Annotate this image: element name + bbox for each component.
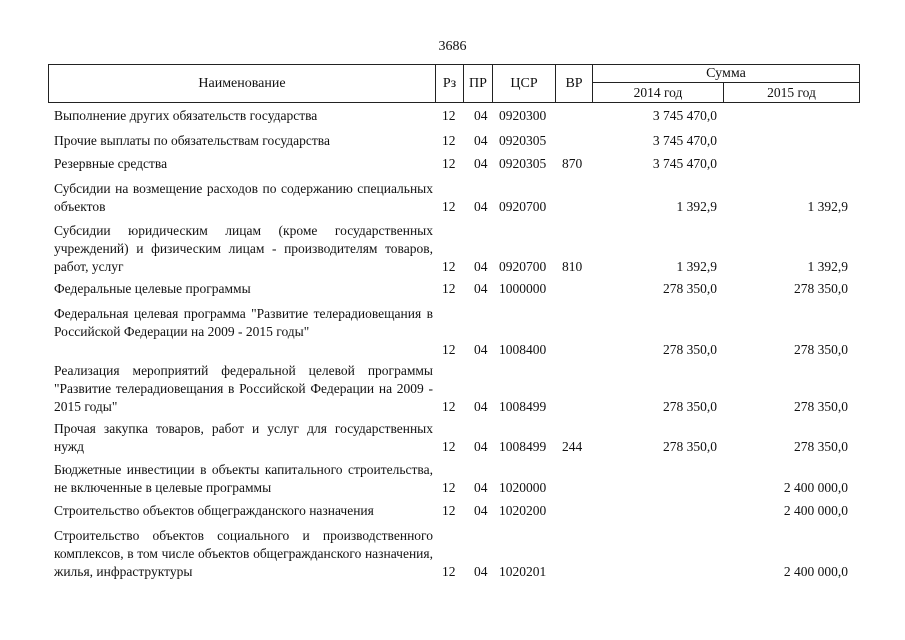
row-pr: 04 <box>474 503 488 518</box>
row-csr: 0920305 <box>499 156 547 171</box>
row-name: Прочие выплаты по обязательствам государства <box>54 133 330 148</box>
row-pr: 04 <box>474 156 488 171</box>
row-rz: 12 <box>442 564 456 579</box>
row-name: Прочая закупка товаров, работ и услуг для государственных нужд <box>54 421 433 454</box>
row-sum-2015: 278 350,0 <box>794 342 848 357</box>
row-csr: 1020000 <box>499 480 547 495</box>
row-name: Резервные средства <box>54 156 168 171</box>
header-csr: ЦСР <box>493 65 556 102</box>
row-pr: 04 <box>474 281 488 296</box>
row-pr: 04 <box>474 199 488 214</box>
row-sum-2015: 2 400 000,0 <box>783 564 848 579</box>
table-header <box>48 64 860 103</box>
header-name: Наименование <box>49 65 436 102</box>
row-pr: 04 <box>474 108 488 123</box>
row-rz: 12 <box>442 108 456 123</box>
row-sum-2015: 278 350,0 <box>794 399 848 414</box>
header-year-2015: 2015 год <box>767 85 816 100</box>
row-pr: 04 <box>474 480 488 495</box>
row-rz: 12 <box>442 480 456 495</box>
row-sum-2015: 1 392,9 <box>807 259 848 274</box>
header-year-2014: 2014 год <box>593 83 724 102</box>
row-csr: 1020201 <box>499 564 547 579</box>
row-rz: 12 <box>442 439 456 454</box>
row-sum-2014: 278 350,0 <box>663 342 717 357</box>
row-csr: 1000000 <box>499 281 547 296</box>
row-name: Строительство объектов социального и производственного комплексов, в том числе объектов общегражданского назначения, жилья, инфраструктуры <box>54 528 433 579</box>
row-pr: 04 <box>474 399 488 414</box>
row-pr: 04 <box>474 564 488 579</box>
header-rz: Рз <box>436 65 464 102</box>
row-sum-2014: 3 745 470,0 <box>652 133 717 148</box>
row-pr: 04 <box>474 439 488 454</box>
row-rz: 12 <box>442 399 456 414</box>
row-csr: 0920700 <box>499 259 547 274</box>
row-name: Субсидии на возмещение расходов по содержанию специальных объектов <box>54 181 433 214</box>
row-rz: 12 <box>442 199 456 214</box>
page-number: 3686 <box>438 39 467 54</box>
row-rz: 12 <box>442 503 456 518</box>
row-sum-2014: 278 350,0 <box>663 281 717 296</box>
row-sum-2015: 2 400 000,0 <box>783 480 848 495</box>
row-rz: 12 <box>442 342 456 357</box>
row-csr: 1008499 <box>499 399 547 414</box>
row-pr: 04 <box>474 342 488 357</box>
row-vr: 244 <box>562 439 583 454</box>
header-sum-group <box>593 65 859 102</box>
row-csr: 1020200 <box>499 503 547 518</box>
row-sum-2014: 1 392,9 <box>676 259 717 274</box>
row-sum-2015: 278 350,0 <box>794 439 848 454</box>
row-name: Строительство объектов общегражданского назначения <box>54 503 374 518</box>
row-pr: 04 <box>474 259 488 274</box>
header-vr: ВР <box>556 65 593 102</box>
row-sum-2014: 3 745 470,0 <box>652 156 717 171</box>
row-sum-2015: 2 400 000,0 <box>783 503 848 518</box>
row-pr: 04 <box>474 133 488 148</box>
row-csr: 0920305 <box>499 133 547 148</box>
row-sum-2015: 1 392,9 <box>807 199 848 214</box>
row-vr: 870 <box>562 156 583 171</box>
row-name: Выполнение других обязательств государства <box>54 108 318 123</box>
row-vr: 810 <box>562 259 583 274</box>
row-sum-2014: 3 745 470,0 <box>652 108 717 123</box>
header-sum: Сумма <box>593 65 859 83</box>
header-pr: ПР <box>464 65 493 102</box>
row-name: Федеральная целевая программа "Развитие телерадиовещания в Российской Федерации на 2009 - 2015 годы" <box>54 306 433 339</box>
row-rz: 12 <box>442 133 456 148</box>
row-sum-2014: 278 350,0 <box>663 439 717 454</box>
row-rz: 12 <box>442 281 456 296</box>
row-name: Субсидии юридическим лицам (кроме государственных учреждений) и физическим лицам - производителям товаров, работ, услуг <box>54 223 433 274</box>
row-name: Бюджетные инвестиции в объекты капитального строительства, не включенные в целевые программы <box>54 462 433 495</box>
row-name: Федеральные целевые программы <box>54 281 251 296</box>
row-csr: 0920700 <box>499 199 547 214</box>
row-rz: 12 <box>442 259 456 274</box>
row-csr: 1008400 <box>499 342 547 357</box>
row-csr: 0920300 <box>499 108 547 123</box>
row-sum-2015: 278 350,0 <box>794 281 848 296</box>
row-sum-2014: 278 350,0 <box>663 399 717 414</box>
row-csr: 1008499 <box>499 439 547 454</box>
row-rz: 12 <box>442 156 456 171</box>
row-sum-2014: 1 392,9 <box>676 199 717 214</box>
row-name: Реализация мероприятий федеральной целевой программы "Развитие телерадиовещания в Российской Федерации на 2009 - 2015 годы" <box>54 363 433 414</box>
